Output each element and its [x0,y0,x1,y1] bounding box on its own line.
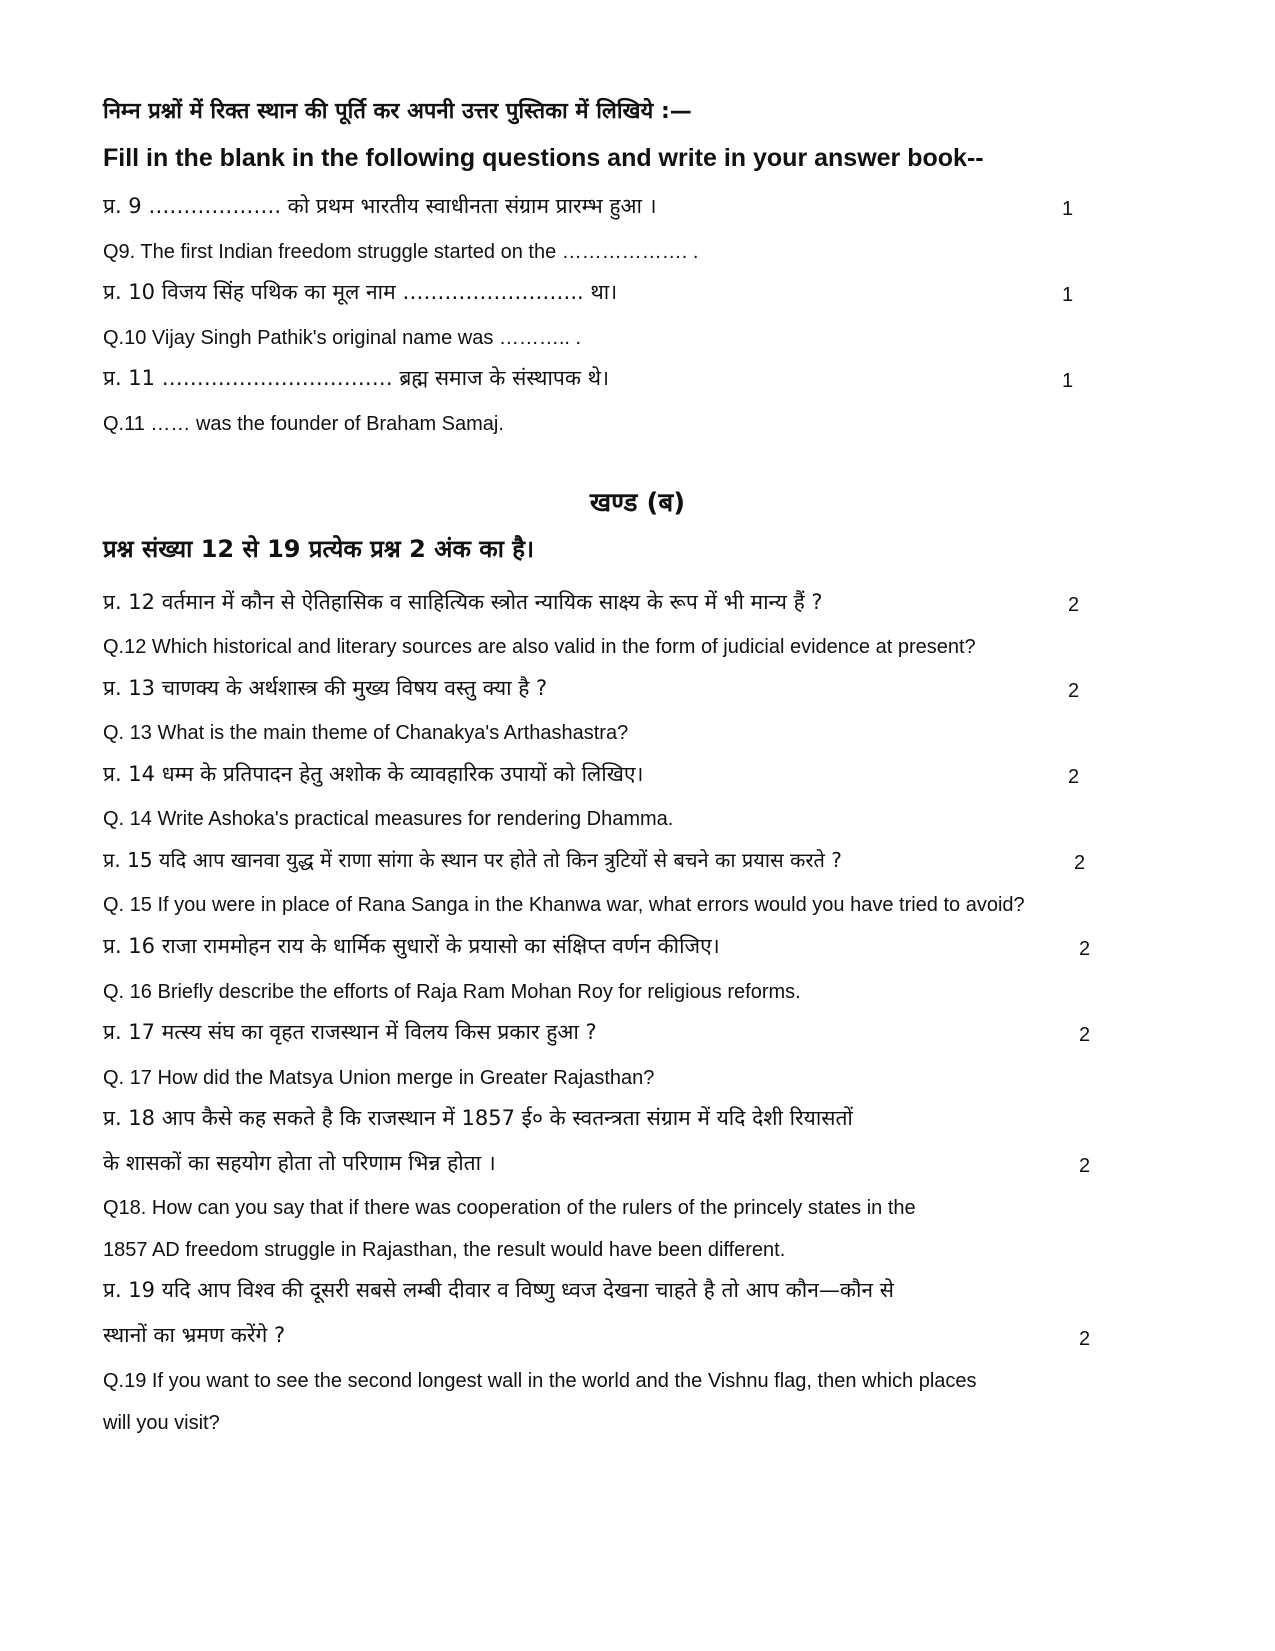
q11-english: Q.11 …… was the founder of Braham Samaj. [103,413,504,435]
q10-marks: 1 [1062,284,1074,306]
q18-marks: 2 [1079,1155,1091,1177]
q9-hindi: प्र. 9 ………………. को प्रथम भारतीय स्वाधीनता संग्राम प्रारम्भ हुआ । [103,194,657,218]
q9-marks: 1 [1062,198,1074,220]
q19-marks: 2 [1079,1328,1091,1350]
q11-marks: 1 [1062,370,1074,392]
q13-english: Q. 13 What is the main theme of Chanakya's Arthashastra? [103,722,629,744]
q16-marks: 2 [1079,938,1091,960]
q13-hindi: प्र. 13 चाणक्य के अर्थशास्त्र की मुख्य विषय वस्तु क्या है ? [103,676,548,700]
q19-hindi-line-1: प्र. 19 यदि आप विश्व की दूसरी सबसे लम्बी दीवार व विष्णु ध्वज देखना चाहते है तो आप कौन—कौन से [103,1278,894,1302]
q9-english: Q9. The first Indian freedom struggle started on the ………………. . [103,241,699,263]
q14-english: Q. 14 Write Ashoka's practical measures for rendering Dhamma. [103,808,674,830]
q17-english: Q. 17 How did the Matsya Union merge in Greater Rajasthan? [103,1067,655,1089]
q15-hindi: प्र. 15 यदि आप खानवा युद्ध में राणा सांगा के स्थान पर होते तो किन त्रुटियों से बचने का प्रयास करते ? [103,848,842,872]
section-a-english-instruction: Fill in the blank in the following questions and write in your answer book-- [103,144,984,172]
q12-marks: 2 [1068,594,1080,616]
q16-hindi: प्र. 16 राजा राममोहन राय के धार्मिक सुधारों के प्रयासो का संक्षिप्त वर्णन कीजिए। [103,934,720,958]
q12-hindi: प्र. 12 वर्तमान में कौन से ऐतिहासिक व साहित्यिक स्त्रोत न्यायिक साक्ष्य के रूप में भी मान्य हैं ? [103,590,823,614]
q10-hindi: प्र. 10 विजय सिंह पथिक का मूल नाम …………………….. था। [103,280,618,304]
q19-english-line-2: will you visit? [103,1412,220,1434]
q18-hindi-line-2: के शासकों का सहयोग होता तो परिणाम भिन्न होता । [103,1151,496,1175]
q14-marks: 2 [1068,766,1080,788]
q19-hindi-line-2: स्थानों का भ्रमण करेंगे ? [103,1323,286,1347]
q17-marks: 2 [1079,1024,1091,1046]
section-b-title: खण्ड (ब) [589,488,686,518]
q15-marks: 2 [1074,852,1086,874]
q14-hindi: प्र. 14 धम्म के प्रतिपादन हेतु अशोक के व्यावहारिक उपायों को लिखिए। [103,762,644,786]
q17-hindi: प्र. 17 मत्स्य संघ का वृहत राजस्थान में विलय किस प्रकार हुआ ? [103,1020,597,1044]
q15-english: Q. 15 If you were in place of Rana Sanga in the Khanwa war, what errors would you have tried to avoid? [103,894,1025,916]
q18-english-line-1: Q18. How can you say that if there was cooperation of the rulers of the princely states in the [103,1197,916,1219]
q18-english-line-2: 1857 AD freedom struggle in Rajasthan, the result would have been different. [103,1239,786,1261]
q13-marks: 2 [1068,680,1080,702]
q11-hindi: प्र. 11 …………………………… ब्रह्म समाज के संस्थापक थे। [103,366,610,390]
q16-english: Q. 16 Briefly describe the efforts of Raja Ram Mohan Roy for religious reforms. [103,981,801,1003]
q10-english: Q.10 Vijay Singh Pathik's original name was ……….. . [103,327,582,349]
section-b-instruction: प्रश्न संख्या 12 से 19 प्रत्येक प्रश्न 2 अंक का है। [103,535,535,563]
q12-english: Q.12 Which historical and literary sources are also valid in the form of judicial evidence at present? [103,636,976,658]
q18-hindi-line-1: प्र. 18 आप कैसे कह सकते है कि राजस्थान में 1857 ई० के स्वतन्त्रता संग्राम में यदि देशी रियासतों [103,1106,853,1130]
section-a-hindi-instruction: निम्न प्रश्नों में रिक्त स्थान की पूर्ति कर अपनी उत्तर पुस्तिका में लिखिये :— [103,99,692,124]
q19-english-line-1: Q.19 If you want to see the second longest wall in the world and the Vishnu flag, then which places [103,1370,977,1392]
